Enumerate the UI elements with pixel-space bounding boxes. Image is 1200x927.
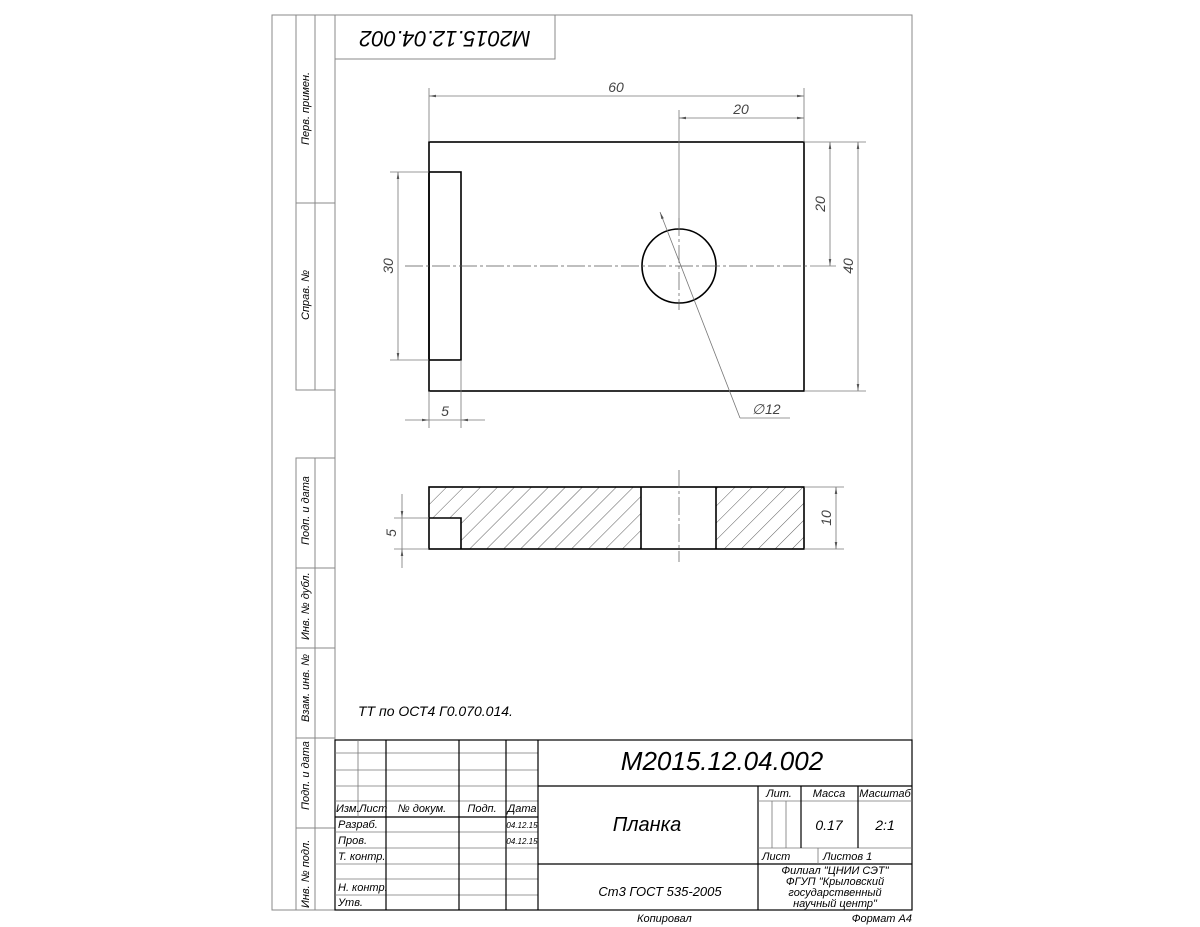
row-prov: Пров. — [338, 835, 368, 847]
col-izm: Изм. — [336, 803, 360, 815]
part-name: Планка — [612, 814, 682, 836]
sheets-label: Листов 1 — [823, 851, 873, 863]
plate-outline — [429, 142, 804, 391]
lit-label: Лит. — [766, 788, 792, 800]
dim-text-60: 60 — [608, 79, 624, 95]
row-tkontr: Т. контр. — [338, 851, 386, 863]
row-razrab: Разраб. — [338, 819, 378, 831]
leader-diameter — [660, 212, 740, 418]
side-label-inv-dubl: Инв. № дубл. — [300, 572, 312, 640]
side-labels — [300, 72, 312, 908]
title-block-text — [336, 746, 911, 910]
col-data: Дата — [507, 803, 537, 815]
col-dokum: № докум. — [397, 803, 447, 815]
side-label-podp-data-2: Подп. и дата — [300, 741, 312, 810]
dim-text-10: 10 — [818, 510, 834, 526]
copy-label: Копировал — [637, 913, 692, 925]
dim-text-30: 30 — [380, 258, 396, 274]
scale-value: 2:1 — [875, 817, 895, 833]
org-line-4: научный центр" — [793, 898, 877, 910]
col-podp: Подп. — [467, 803, 497, 815]
dim-text-5-slot-width: 5 — [441, 403, 449, 419]
rotated-designation-box — [335, 15, 555, 59]
top-view-dimensions — [380, 79, 866, 428]
side-label-sprav-no: Справ. № — [300, 270, 312, 320]
scale-label: Масштаб — [859, 788, 911, 800]
material: Ст3 ГОСТ 535-2005 — [598, 884, 722, 899]
side-label-inv-podl: Инв. № подл. — [300, 839, 312, 908]
org-line-2: ФГУП "Крыловский — [785, 876, 885, 888]
org-line-3: государственный — [788, 887, 882, 899]
side-label-perv-primen: Перв. примен. — [300, 71, 312, 145]
rotated-designation: M2015.12.04.002 — [359, 26, 531, 52]
side-label-vzam-inv: Взам. инв. № — [300, 653, 312, 722]
format-label: Формат A4 — [851, 913, 912, 925]
org-line-1: Филиал "ЦНИИ СЭТ" — [781, 865, 889, 877]
sheet-label: Лист — [762, 851, 791, 863]
side-label-podp-data-1: Подп. и дата — [300, 476, 312, 545]
row-utv: Утв. — [338, 897, 363, 909]
top-view — [405, 142, 810, 391]
col-list: Лист — [359, 803, 388, 815]
mass-value: 0.17 — [815, 817, 843, 833]
dim-text-40: 40 — [840, 258, 856, 274]
dim-text-20-vertical: 20 — [812, 196, 828, 212]
tech-requirements: ТТ по ОСТ4 Г0.070.014. — [358, 703, 513, 719]
dim-text-20-horizontal: 20 — [733, 101, 749, 117]
mass-label: Масса — [812, 788, 846, 800]
dim-text-5-slot-depth: 5 — [383, 529, 399, 537]
row-nkontr: Н. контр. — [338, 882, 388, 894]
dim-text-diameter: 12 — [765, 401, 781, 417]
date-razrab: 04.12.15 — [506, 821, 538, 830]
section-view — [429, 470, 804, 562]
diameter-symbol: ∅ — [752, 401, 765, 417]
date-prov: 04.12.15 — [506, 837, 538, 846]
title-designation: M2015.12.04.002 — [620, 746, 824, 776]
